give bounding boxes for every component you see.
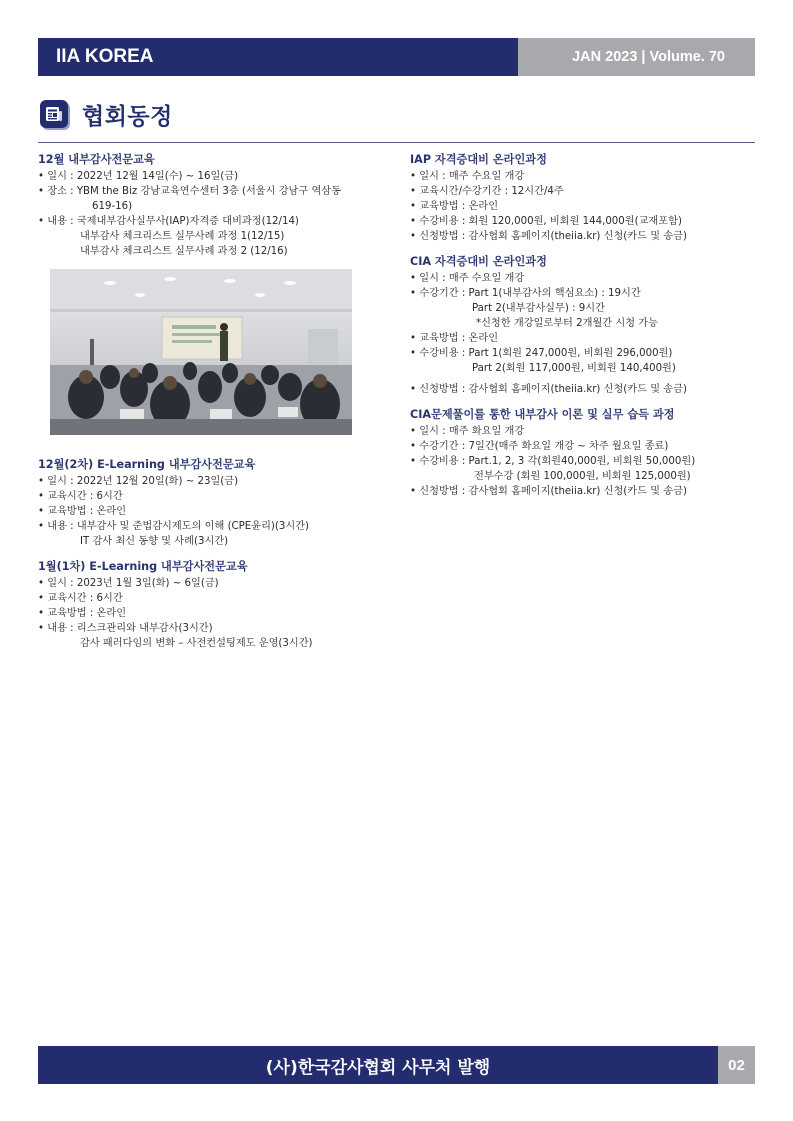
list-item: • 수강기간 : Part 1(내부감사의 핵심요소) : 19시간	[410, 288, 641, 299]
section-title: 협회동정	[82, 104, 173, 130]
list-item: • 일시 : 매주 화요일 개강	[410, 426, 525, 437]
list-item-continued: 619-16)	[92, 201, 133, 212]
list-item: • 일시 : 매주 수요일 개강	[410, 273, 525, 284]
list-item: • 교육시간 : 6시간	[38, 491, 123, 502]
list-item: • 교육시간 : 6시간	[38, 593, 123, 604]
footer-banner	[38, 1046, 755, 1084]
list-item: • 교육방법 : 온라인	[410, 201, 499, 212]
cia-course-block	[410, 254, 755, 397]
list-item: • 내용 : 국제내부감사실무사(IAP)자격증 대비과정(12/14)	[38, 216, 299, 227]
page-number: 02	[718, 1046, 755, 1084]
list-item: • 교육시간/수강기간 : 12시간/4주	[410, 186, 564, 197]
list-item-continued: 내부감사 체크리스트 실무사례 과정 2 (12/16)	[80, 246, 288, 257]
issue-info: JAN 2023 | Volume. 70	[518, 38, 755, 76]
list-item: • 교육방법 : 온라인	[38, 608, 127, 619]
list-item-continued: IT 감사 최신 동향 및 사례(3시간)	[80, 536, 229, 547]
list-item: • 수강비용 : Part.1, 2, 3 각(회원40,000원, 비회원 50,000원)	[410, 456, 696, 467]
dec-elearning-block	[38, 457, 378, 549]
left-column	[38, 152, 378, 661]
block-heading: 12월(2차) E-Learning 내부감사전문교육	[38, 458, 256, 471]
block-heading: CIA문제풀이를 통한 내부감사 이론 및 실무 습득 과정	[410, 408, 675, 421]
list-item: • 신청방법 : 감사협회 홈페이지(theiia.kr) 신청(카드 및 송금)	[410, 231, 687, 242]
list-item-continued: 감사 패러다임의 변화 – 사전컨설팅제도 운영(3시간)	[80, 638, 313, 649]
list-item: • 내용 : 내부감사 및 준법감시제도의 이해 (CPE윤리)(3시간)	[38, 521, 310, 532]
publisher-text: (사)한국감사협회 사무처 발행	[38, 1046, 718, 1084]
block-heading: 1월(1차) E-Learning 내부감사전문교육	[38, 560, 248, 573]
list-item: • 수강기간 : 7일간(매주 화요일 개강 ~ 차주 월요일 종료)	[410, 441, 669, 452]
list-item: • 내용 : 리스크관리와 내부감사(3시간)	[38, 623, 213, 634]
list-item-continued: Part 2(회원 117,000원, 비회원 140,400원)	[472, 363, 676, 374]
list-item: • 수강비용 : Part 1(회원 247,000원, 비회원 296,000원)	[410, 348, 673, 359]
cia-practice-block	[410, 407, 755, 499]
list-item: • 일시 : 매주 수요일 개강	[410, 171, 525, 182]
seminar-photo	[50, 269, 352, 435]
list-item: • 일시 : 2023년 1월 3일(화) ~ 6일(금)	[38, 578, 219, 589]
list-item: • 교육방법 : 온라인	[410, 333, 499, 344]
brand-name: IIA KOREA	[38, 38, 518, 76]
top-banner	[38, 38, 755, 76]
list-item: • 신청방법 : 감사협회 홈페이지(theiia.kr) 신청(카드 및 송금)	[410, 384, 687, 395]
list-item: • 교육방법 : 온라인	[38, 506, 127, 517]
list-item-continued: *신청한 개강일로부터 2개월간 시청 가능	[476, 318, 658, 329]
list-item-continued: 내부감사 체크리스트 실무사례 과정 1(12/15)	[80, 231, 285, 242]
jan-elearning-block	[38, 559, 378, 651]
list-item-continued: 전부수강 (회원 100,000원, 비회원 125,000원)	[474, 471, 691, 482]
block-heading: IAP 자격증대비 온라인과정	[410, 153, 547, 166]
list-item-continued: Part 2(내부감사실무) : 9시간	[472, 303, 605, 314]
list-item: • 신청방법 : 감사협회 홈페이지(theiia.kr) 신청(카드 및 송금)	[410, 486, 687, 497]
dec-training-block	[38, 152, 378, 259]
section-header	[38, 98, 755, 143]
list-item: • 장소 : YBM the Biz 강남교육연수센터 3층 (서울시 강남구 역삼동	[38, 186, 341, 197]
news-icon	[40, 100, 68, 128]
list-item: • 일시 : 2022년 12월 20일(화) ~ 23일(금)	[38, 476, 239, 487]
block-heading: CIA 자격증대비 온라인과정	[410, 255, 547, 268]
right-column	[410, 152, 755, 509]
block-heading: 12월 내부감사전문교육	[38, 153, 155, 166]
list-item: • 수강비용 : 회원 120,000원, 비회원 144,000원(교재포함)	[410, 216, 682, 227]
iap-course-block	[410, 152, 755, 244]
list-item: • 일시 : 2022년 12월 14일(수) ~ 16일(금)	[38, 171, 239, 182]
